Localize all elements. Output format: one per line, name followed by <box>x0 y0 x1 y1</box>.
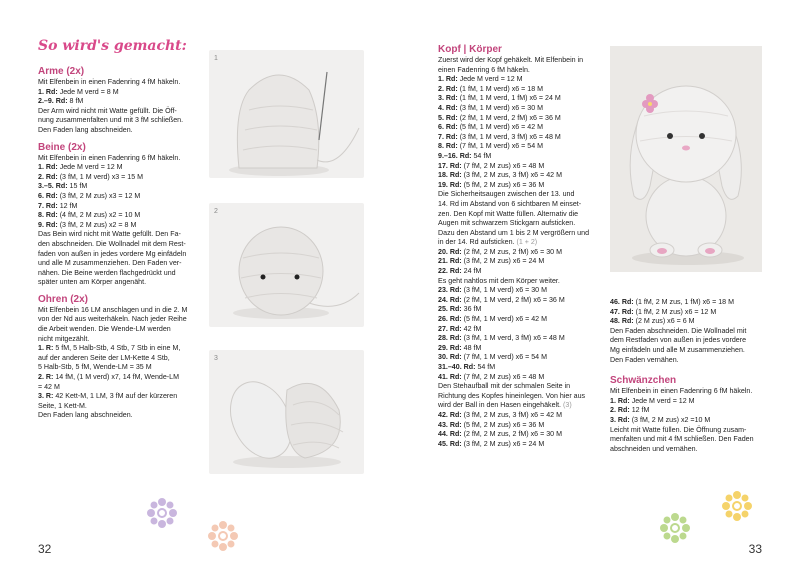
instruction-line <box>38 163 206 173</box>
round-text: 12 fM <box>57 201 78 210</box>
instruction-line <box>438 257 608 267</box>
round-text: (1 fM, 2 M zus) x6 = 12 M <box>633 307 717 316</box>
round-text: Jede M verd = 12 M <box>629 396 695 405</box>
instruction-line <box>38 335 206 345</box>
heading-beine: Beine (2x) <box>38 141 86 153</box>
round-label: 43. Rd: <box>438 420 462 429</box>
photo-number: 2 <box>214 208 218 215</box>
instruction-line <box>610 416 780 426</box>
instruction-line <box>610 346 780 356</box>
round-label: 2.–9. Rd: <box>38 97 68 106</box>
round-text: (4 fM, 2 M zus) x2 = 10 M <box>57 211 141 220</box>
round-label: 41. Rd: <box>438 372 462 381</box>
instruction-line <box>38 363 206 373</box>
photo-reference: (1 + 2) <box>514 238 538 247</box>
round-label: 26. Rd: <box>438 315 462 324</box>
heading-kopf: Kopf | Körper <box>438 44 502 55</box>
photo-number: 3 <box>214 355 218 362</box>
photo-step-3 <box>209 350 364 474</box>
line-text: nähen. Die Beine werden flachgedrückt und <box>38 268 176 277</box>
crochet-ball-insert-image <box>209 350 364 474</box>
line-text: Mit Elfenbein in einen Fadenring 6 fM häkeln. <box>38 153 181 162</box>
instruction-line <box>38 259 206 269</box>
left-text-column <box>38 66 206 421</box>
round-text: (7 fM, 1 M verd) x6 = 54 M <box>461 353 548 362</box>
heading-ohren: Ohren (2x) <box>38 293 89 305</box>
instruction-line <box>38 250 206 260</box>
round-label: 2. Rd: <box>438 84 458 93</box>
instruction-line <box>610 406 780 416</box>
right-text-column <box>438 44 608 449</box>
instruction-line <box>38 325 206 335</box>
round-text: (3 fM, 2 M zus, 3 fM) x6 = 42 M <box>461 410 562 419</box>
round-label: 42. Rd: <box>438 410 462 419</box>
instruction-line <box>610 336 780 346</box>
instruction-line <box>38 78 206 88</box>
line-text: Den Faden vernähen. <box>610 355 679 364</box>
round-label: 45. Rd: <box>438 439 462 448</box>
round-text: (5 fM, 2 M zus) x6 = 36 M <box>461 420 545 429</box>
instruction-line <box>38 202 206 212</box>
round-text: 42 fM <box>461 324 482 333</box>
round-text: (7 fM, 1 M verd) x6 = 54 M <box>457 142 544 151</box>
instruction-line <box>438 315 608 325</box>
script-title: So wird's gemacht: <box>38 38 187 54</box>
round-text: 5 fM, 5 Halb-Stb, 4 Stb, 7 Stb in eine M, <box>53 344 181 353</box>
instruction-line <box>438 325 608 335</box>
round-text: 24 fM <box>461 267 482 276</box>
line-text: und alle M zusammenziehen. Den Faden ver- <box>38 259 182 268</box>
instruction-line <box>38 411 206 421</box>
instruction-line <box>438 152 608 162</box>
instruction-line <box>438 286 608 296</box>
round-label: 1. Rd: <box>438 75 458 84</box>
instruction-line <box>438 94 608 104</box>
round-text: 48 fM <box>461 343 482 352</box>
line-text: Mit Elfenbein in einen Fadenring 6 fM häkeln. <box>610 387 753 396</box>
instruction-line <box>610 327 780 337</box>
round-label: 28. Rd: <box>438 334 462 343</box>
instruction-line <box>438 411 608 421</box>
instruction-line <box>38 383 206 393</box>
instruction-line <box>438 210 608 220</box>
instruction-line <box>38 230 206 240</box>
page-number-right: 33 <box>748 542 762 556</box>
instruction-line <box>38 192 206 202</box>
round-text: (2 fM, 2 M zus, 2 fM) x6 = 30 M <box>461 430 562 439</box>
round-label: 1. Rd: <box>38 163 58 172</box>
round-label: 1. R: <box>38 344 54 353</box>
line-text: Das Bein wird nicht mit Watte gefüllt. Den Fa- <box>38 230 181 239</box>
instruction-line <box>438 401 608 411</box>
round-label: 44. Rd: <box>438 430 462 439</box>
round-text: (3 fM, 2 M zus) x6 = 24 M <box>461 257 545 266</box>
instruction-line <box>438 373 608 383</box>
instruction-line <box>438 133 608 143</box>
instruction-line <box>610 356 780 366</box>
instruction-line <box>38 211 206 221</box>
heading-arme: Arme (2x) <box>38 66 85 77</box>
round-text: 14 fM, (1 M verd) x7, 14 fM, Wende-LM <box>53 373 180 382</box>
round-label: 21. Rd: <box>438 257 462 266</box>
instruction-line <box>438 440 608 450</box>
instruction-line <box>438 66 608 76</box>
instruction-line <box>438 238 608 248</box>
round-label: 48. Rd: <box>610 317 634 326</box>
line-text: nicht mitgezählt. <box>38 334 90 343</box>
round-text: Jede M verd = 12 M <box>57 163 123 172</box>
round-text: (7 fM, 2 M zus) x6 = 48 M <box>461 161 545 170</box>
instruction-line <box>438 56 608 66</box>
round-text: (1 fM, 1 M verd) x6 = 18 M <box>457 84 544 93</box>
round-text: (3 fM, 1 M verd) x6 = 30 M <box>461 286 548 295</box>
instruction-line <box>438 219 608 229</box>
line-text: einen Fadenring 6 fM häkeln. <box>438 65 530 74</box>
line-text: den abschneiden. Die Wollnadel mit dem Rest- <box>38 239 186 248</box>
instruction-line <box>438 229 608 239</box>
photo-step-2 <box>209 203 364 327</box>
photo-number: 1 <box>214 55 218 62</box>
instruction-line <box>38 88 206 98</box>
flower-peach-icon <box>207 520 239 552</box>
round-label: 8. Rd: <box>38 211 58 220</box>
round-text: 36 fM <box>461 305 482 314</box>
page-number-left: 32 <box>38 542 52 556</box>
instruction-line <box>38 182 206 192</box>
round-text: (3 fM, 1 M verd) x3 = 15 M <box>57 172 144 181</box>
round-label: 8. Rd: <box>438 142 458 151</box>
instruction-line <box>38 221 206 231</box>
right-page <box>400 0 800 570</box>
line-text: Dazu den Abstand um 1 bis 2 M vergrößern und <box>438 228 590 237</box>
instruction-line <box>38 269 206 279</box>
round-label: 1. Rd: <box>610 396 630 405</box>
round-label: 6. Rd: <box>438 123 458 132</box>
line-text: 5 Halb-Stb, 5 fM, Wende-LM = 35 M <box>38 363 152 372</box>
line-text: Mg einfädeln und alle M zusammenziehen. <box>610 345 745 354</box>
instruction-line <box>438 382 608 392</box>
bunny-image <box>610 46 762 272</box>
line-text: faden von außen in jedes vordere Mg einfädeln <box>38 249 187 258</box>
instruction-line <box>38 97 206 107</box>
instruction-line <box>38 154 206 164</box>
round-label: 27. Rd: <box>438 324 462 333</box>
round-label: 46. Rd: <box>610 298 634 306</box>
round-text: 54 fM <box>471 151 492 160</box>
round-label: 5. Rd: <box>438 113 458 122</box>
instruction-line <box>438 248 608 258</box>
line-text: in der 14. Rd aufsticken. <box>438 238 515 247</box>
line-text: 14. Rd im Abstand von 6 sichtbaren M einset- <box>438 199 582 208</box>
line-text: Den Faden abschneiden. Die Wollnadel mit <box>610 326 747 335</box>
line-text: zen. Den Kopf mit Watte füllen. Alternativ die <box>438 209 579 218</box>
instruction-line <box>438 363 608 373</box>
round-text: (3 fM, 2 M zus, 3 fM) x6 = 42 M <box>461 171 562 180</box>
line-text: von der Nd aus weiterhäkeln. Nach jeder Reihe <box>38 315 187 324</box>
round-text: (2 M zus) x6 = 6 M <box>633 317 695 326</box>
round-text: (3 fM, 2 M zus) x2 =10 M <box>629 415 711 424</box>
line-text: = 42 M <box>38 382 60 391</box>
instruction-line <box>610 387 780 397</box>
round-label: 23. Rd: <box>438 286 462 295</box>
line-text: nung zusammenfalten und mit 3 fM schließen. <box>38 116 184 125</box>
round-text: 8 fM <box>67 97 84 106</box>
round-label: 31.–40. Rd: <box>438 363 476 371</box>
round-label: 3. Rd: <box>438 94 458 103</box>
round-label: 3.–5. Rd: <box>38 182 68 191</box>
instruction-line <box>438 334 608 344</box>
line-text: Augen mit schwarzem Stickgarn aufsticken. <box>438 219 576 228</box>
round-label: 24. Rd: <box>438 295 462 304</box>
round-text: (3 fM, 2 M zus) x6 = 24 M <box>461 439 545 448</box>
line-text: Es geht nahtlos mit dem Körper weiter. <box>438 276 560 285</box>
photo-step-1 <box>209 50 364 178</box>
line-text: Der Arm wird nicht mit Watte gefüllt. Die Öff- <box>38 106 177 115</box>
round-text: 54 fM <box>475 363 496 371</box>
fortsetzung-lines <box>610 298 780 365</box>
round-text: (3 fM, 2 M zus) x2 = 8 M <box>57 220 137 229</box>
round-label: 17. Rd: <box>438 161 462 170</box>
round-label: 18. Rd: <box>438 171 462 180</box>
line-text: auf der anderen Seite der LM-Kette 4 Stb, <box>38 353 170 362</box>
instruction-line <box>38 402 206 412</box>
schwaenzchen-lines <box>610 387 780 454</box>
instruction-line <box>438 85 608 95</box>
ohren-lines <box>38 306 206 421</box>
round-label: 22. Rd: <box>438 267 462 276</box>
line-text: Den Faden lang abschneiden. <box>38 411 133 420</box>
instruction-line <box>438 104 608 114</box>
instruction-line <box>438 430 608 440</box>
instruction-line <box>438 305 608 315</box>
line-text: menfalten und mit 4 fM schließen. Den Faden <box>610 435 754 444</box>
crochet-ball-image <box>209 50 364 178</box>
round-label: 7. Rd: <box>38 201 58 210</box>
instruction-line <box>38 278 206 288</box>
line-text: Mit Elfenbein in einen Fadenring 4 fM häkeln. <box>38 78 181 86</box>
round-label: 25. Rd: <box>438 305 462 314</box>
crochet-head-image <box>209 203 364 327</box>
round-label: 47. Rd: <box>610 307 634 316</box>
flower-green-icon <box>659 512 691 544</box>
round-text: (3 fM, 1 M verd) x6 = 30 M <box>457 103 544 112</box>
round-text: (5 fM, 1 M verd) x6 = 42 M <box>457 123 544 132</box>
round-text: Jede M verd = 8 M <box>57 87 119 96</box>
heading-schwaenzchen: Schwänzchen <box>610 375 677 387</box>
instruction-line <box>38 373 206 383</box>
round-label: 9.–16. Rd: <box>438 151 472 160</box>
round-label: 9. Rd: <box>38 220 58 229</box>
round-label: 1. Rd: <box>38 87 58 96</box>
instruction-line <box>38 126 206 136</box>
round-text: (3 fM, 1 M verd, 3 fM) x6 = 48 M <box>457 132 561 141</box>
round-label: 7. Rd: <box>438 132 458 141</box>
round-label: 2. Rd: <box>610 406 630 415</box>
beine-lines <box>38 154 206 288</box>
round-text: 15 fM <box>67 182 88 191</box>
instruction-line <box>38 107 206 117</box>
instruction-line <box>438 190 608 200</box>
round-label: 6. Rd: <box>38 191 58 200</box>
line-text: Den Faden lang abschneiden. <box>38 125 133 134</box>
instruction-line <box>438 114 608 124</box>
line-text: Richtung des Kopfes hineinlegen. Von hier aus <box>438 391 586 400</box>
instruction-line <box>438 171 608 181</box>
round-text: (7 fM, 2 M zus) x6 = 48 M <box>461 372 545 381</box>
instruction-line <box>610 317 780 327</box>
line-text: später unten am Körper angenäht. <box>38 278 147 287</box>
instruction-line <box>38 354 206 364</box>
instruction-line <box>610 445 780 455</box>
line-text: Den Stehaufball mit der schmalen Seite in <box>438 382 571 391</box>
round-label: 19. Rd: <box>438 180 462 189</box>
kopf-lines <box>438 56 608 449</box>
instruction-line <box>610 308 780 318</box>
instruction-line <box>438 267 608 277</box>
round-text: (3 fM, 2 M zus) x3 = 12 M <box>57 191 141 200</box>
arme-lines <box>38 78 206 136</box>
instruction-line <box>438 181 608 191</box>
line-text: Mit Elfenbein 16 LM anschlagen und in die 2. M <box>38 305 188 314</box>
round-text: 12 fM <box>629 406 650 415</box>
photo-reference: (3) <box>561 401 572 410</box>
bunny-photo <box>610 46 762 272</box>
round-text: (2 fM, 1 M verd, 2 fM) x6 = 36 M <box>461 295 565 304</box>
instruction-line <box>438 200 608 210</box>
line-text: die Arbeit wenden. Die Wende-LM werden <box>38 325 171 334</box>
instruction-line <box>438 392 608 402</box>
round-label: 2. R: <box>38 373 54 382</box>
instruction-line <box>610 397 780 407</box>
round-label: 29. Rd: <box>438 343 462 352</box>
round-label: 30. Rd: <box>438 353 462 362</box>
round-text: (2 fM, 1 M verd, 2 fM) x6 = 36 M <box>457 113 561 122</box>
round-text: (2 fM, 2 M zus, 2 fM) x6 = 30 M <box>461 247 562 256</box>
instruction-line <box>610 426 780 436</box>
round-label: 3. R: <box>38 392 54 401</box>
round-text: (5 fM, 2 M zus) x6 = 36 M <box>461 180 545 189</box>
instruction-line <box>438 421 608 431</box>
instruction-line <box>438 123 608 133</box>
line-text: dem Restfaden von außen in jedes vordere <box>610 336 747 345</box>
instruction-line <box>438 277 608 287</box>
round-text: (1 fM, 1 M verd, 1 fM) x6 = 24 M <box>457 94 561 103</box>
instruction-line <box>438 162 608 172</box>
flower-lilac-icon <box>146 497 178 529</box>
round-text: (5 fM, 1 M verd) x6 = 42 M <box>461 315 548 324</box>
flower-yellow-icon <box>721 490 753 522</box>
instruction-line <box>610 298 780 308</box>
round-text: (1 fM, 2 M zus, 1 fM) x6 = 18 M <box>633 298 734 306</box>
round-label: 4. Rd: <box>438 103 458 112</box>
instruction-line <box>38 315 206 325</box>
instruction-line <box>438 353 608 363</box>
instruction-line <box>38 392 206 402</box>
instruction-line <box>38 116 206 126</box>
round-text: (3 fM, 1 M verd, 3 fM) x6 = 48 M <box>461 334 565 343</box>
line-text: wird der Ball in den Hasen eingehäkelt. <box>438 401 562 410</box>
line-text: Zuerst wird der Kopf gehäkelt. Mit Elfenbein in <box>438 56 584 64</box>
instruction-line <box>38 240 206 250</box>
instruction-line <box>438 75 608 85</box>
instruction-line <box>438 142 608 152</box>
instruction-line <box>438 296 608 306</box>
right-text-column-2 <box>610 298 780 454</box>
round-label: 3. Rd: <box>610 415 630 424</box>
instruction-line <box>610 435 780 445</box>
round-label: 20. Rd: <box>438 247 462 256</box>
round-text: Jede M verd = 12 M <box>457 75 523 84</box>
line-text: Seite, 1 Kett-M. <box>38 401 87 410</box>
instruction-line <box>38 306 206 316</box>
instruction-line <box>38 344 206 354</box>
instruction-line <box>438 344 608 354</box>
round-text: 42 Kett-M, 1 LM, 3 fM auf der kürzeren <box>53 392 178 401</box>
line-text: Leicht mit Watte füllen. Die Öffnung zusam- <box>610 425 747 434</box>
round-label: 2. Rd: <box>38 172 58 181</box>
line-text: abschneiden und vernähen. <box>610 444 698 453</box>
instruction-line <box>38 173 206 183</box>
line-text: Die Sicherheitsaugen zwischen der 13. und <box>438 190 575 199</box>
